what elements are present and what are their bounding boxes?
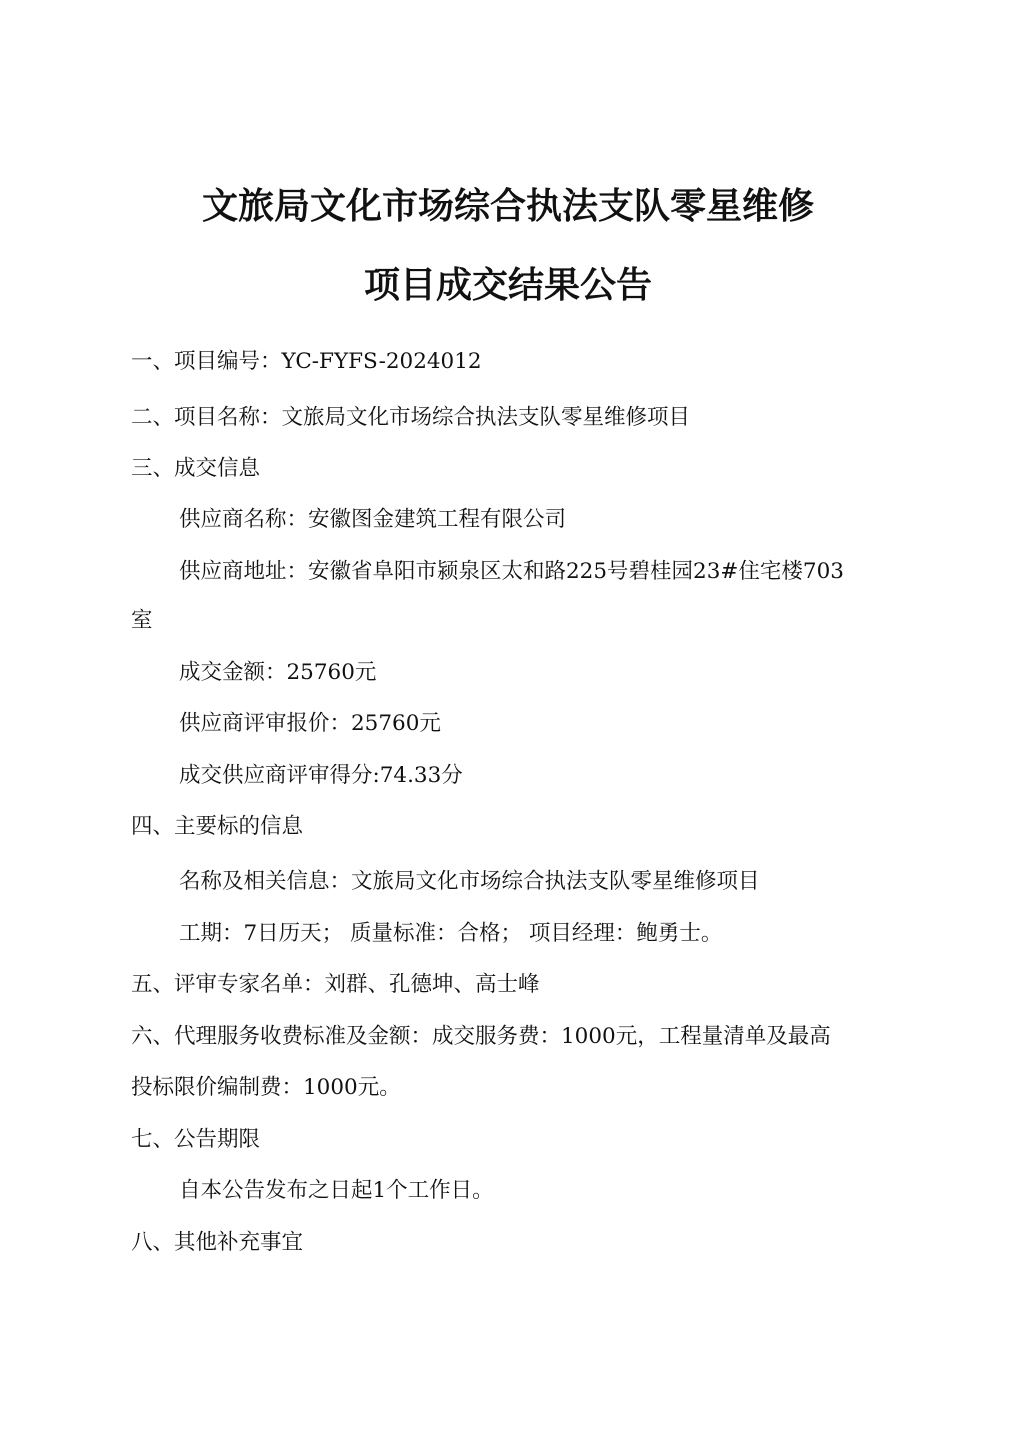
section-3-heading: 三、成交信息	[131, 456, 261, 481]
document-title-line-1: 文旅局文化市场综合执法支队零星维修	[201, 186, 814, 227]
section-8-heading: 八、其他补充事宜	[131, 1230, 304, 1255]
subject-info: 名称及相关信息：文旅局文化市场综合执法支队零星维修项目	[179, 869, 760, 894]
section-5-experts: 五、评审专家名单：刘群、孔德坤、高士峰	[131, 972, 540, 997]
schedule-quality-manager: 工期：7日历天； 质量标准：合格； 项目经理：鲍勇士。	[179, 921, 723, 946]
supplier-quote: 供应商评审报价：25760元	[179, 711, 441, 736]
notice-period: 自本公告发布之日起1个工作日。	[179, 1178, 494, 1203]
document-title-line-2: 项目成交结果公告	[363, 265, 652, 306]
section-1-project-number: 一、项目编号：YC-FYFS-2024012	[131, 349, 482, 374]
section-4-heading: 四、主要标的信息	[131, 814, 304, 839]
section-7-heading: 七、公告期限	[131, 1127, 261, 1152]
supplier-score: 成交供应商评审得分:74.33分	[179, 763, 463, 788]
supplier-address-continued: 室	[131, 608, 153, 633]
section-2-project-name: 二、项目名称：文旅局文化市场综合执法支队零星维修项目	[131, 405, 691, 430]
section-6-fees: 六、代理服务收费标准及金额：成交服务费：1000元，工程量清单及最高	[131, 1024, 831, 1049]
deal-amount: 成交金额：25760元	[179, 660, 377, 685]
section-6-fees-continued: 投标限价编制费：1000元。	[131, 1075, 401, 1100]
supplier-address: 供应商地址：安徽省阜阳市颍泉区太和路225号碧桂园23#住宅楼703	[179, 559, 844, 584]
supplier-name: 供应商名称：安徽图金建筑工程有限公司	[179, 507, 567, 532]
